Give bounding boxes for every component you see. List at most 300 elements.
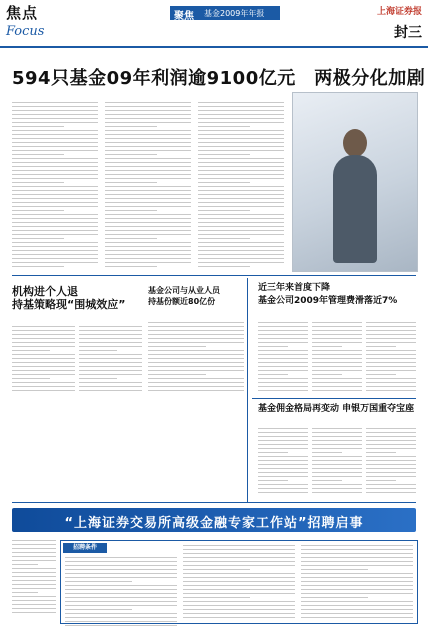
text-line-placeholder [198, 246, 284, 247]
text-line-placeholder [366, 476, 416, 477]
section-label: 焦点 [6, 4, 39, 22]
text-line-placeholder [79, 390, 142, 391]
text-line-placeholder [12, 540, 56, 541]
recruit-col-3 [301, 545, 413, 621]
text-line-placeholder [183, 585, 295, 586]
text-line-placeholder [12, 548, 56, 549]
text-line-placeholder [105, 110, 191, 111]
band-key: 聚焦 [174, 11, 194, 22]
text-line-placeholder [79, 338, 142, 339]
text-line-placeholder [65, 589, 177, 590]
text-line-placeholder [258, 358, 308, 359]
text-line-placeholder [105, 194, 191, 195]
text-line-placeholder [105, 130, 191, 131]
text-line-placeholder [301, 557, 413, 558]
text-line-placeholder [198, 122, 284, 123]
text-line-placeholder [198, 102, 284, 103]
text-line-placeholder [12, 584, 56, 585]
text-line-placeholder [183, 609, 295, 610]
text-line-placeholder [65, 621, 177, 622]
text-line-placeholder [183, 605, 295, 606]
text-line-placeholder [12, 210, 64, 211]
text-line-placeholder [366, 464, 416, 465]
text-line-placeholder [301, 617, 413, 618]
text-line-placeholder [12, 194, 98, 195]
text-line-placeholder [301, 569, 368, 570]
story-col-1 [258, 428, 308, 496]
text-line-placeholder [65, 625, 177, 626]
text-line-placeholder [312, 476, 362, 477]
text-line-placeholder [105, 102, 191, 103]
text-line-placeholder [12, 222, 98, 223]
text-line-placeholder [65, 609, 132, 610]
text-line-placeholder [105, 226, 191, 227]
text-line-placeholder [148, 374, 206, 375]
text-line-placeholder [198, 210, 250, 211]
text-line-placeholder [12, 568, 56, 569]
text-line-placeholder [105, 234, 191, 235]
text-line-placeholder [366, 488, 416, 489]
text-line-placeholder [258, 480, 288, 481]
text-line-placeholder [148, 330, 244, 331]
text-line-placeholder [366, 374, 396, 375]
text-line-placeholder [183, 545, 295, 546]
text-line-placeholder [366, 472, 416, 473]
text-line-placeholder [105, 238, 157, 239]
divider [252, 398, 416, 399]
text-line-placeholder [105, 126, 157, 127]
text-line-placeholder [12, 130, 98, 131]
text-line-placeholder [312, 436, 362, 437]
text-line-placeholder [198, 114, 284, 115]
text-line-placeholder [258, 432, 308, 433]
text-line-placeholder [105, 266, 157, 267]
text-line-placeholder [258, 346, 288, 347]
divider [247, 278, 248, 502]
text-line-placeholder [12, 382, 75, 383]
text-line-placeholder [105, 214, 191, 215]
text-line-placeholder [312, 488, 362, 489]
text-line-placeholder [198, 238, 250, 239]
text-line-placeholder [312, 480, 342, 481]
text-line-placeholder [105, 174, 191, 175]
text-line-placeholder [12, 126, 64, 127]
text-line-placeholder [12, 238, 64, 239]
story-col-1 [12, 326, 75, 394]
text-line-placeholder [148, 326, 244, 327]
text-line-placeholder [105, 230, 191, 231]
text-line-placeholder [258, 330, 308, 331]
text-line-placeholder [258, 448, 308, 449]
text-line-placeholder [12, 600, 56, 601]
text-line-placeholder [198, 110, 284, 111]
text-line-placeholder [312, 362, 362, 363]
text-line-placeholder [301, 605, 413, 606]
text-line-placeholder [183, 601, 295, 602]
text-line-placeholder [198, 190, 284, 191]
text-line-placeholder [79, 374, 142, 375]
text-line-placeholder [12, 330, 75, 331]
text-line-placeholder [198, 206, 284, 207]
text-line-placeholder [366, 382, 416, 383]
text-line-placeholder [105, 262, 191, 263]
text-line-placeholder [12, 266, 64, 267]
text-line-placeholder [79, 326, 142, 327]
text-line-placeholder [183, 613, 295, 614]
text-line-placeholder [312, 366, 362, 367]
text-line-placeholder [148, 366, 244, 367]
text-line-placeholder [366, 492, 416, 493]
text-line-placeholder [312, 492, 362, 493]
text-line-placeholder [12, 560, 56, 561]
text-line-placeholder [105, 258, 191, 259]
text-line-placeholder [12, 572, 56, 573]
story-col-3 [366, 428, 416, 496]
text-line-placeholder [198, 226, 284, 227]
text-line-placeholder [12, 134, 98, 135]
text-line-placeholder [366, 390, 416, 391]
text-line-placeholder [12, 178, 98, 179]
text-line-placeholder [105, 134, 191, 135]
text-line-placeholder [366, 358, 416, 359]
text-line-placeholder [148, 322, 244, 323]
text-line-placeholder [105, 242, 191, 243]
text-line-placeholder [366, 378, 416, 379]
text-line-placeholder [366, 484, 416, 485]
text-line-placeholder [312, 428, 362, 429]
text-line-placeholder [12, 564, 38, 565]
text-line-placeholder [12, 142, 98, 143]
text-line-placeholder [312, 440, 362, 441]
text-line-placeholder [258, 444, 308, 445]
text-line-placeholder [258, 378, 308, 379]
text-line-placeholder [12, 378, 50, 379]
text-line-placeholder [366, 456, 416, 457]
text-line-placeholder [105, 106, 191, 107]
text-line-placeholder [198, 130, 284, 131]
story-title: 机构进个人退 持基策略现“围城效应” [12, 285, 126, 311]
text-line-placeholder [258, 322, 308, 323]
text-line-placeholder [198, 214, 284, 215]
text-line-placeholder [198, 166, 284, 167]
text-line-placeholder [312, 334, 362, 335]
text-line-placeholder [105, 210, 157, 211]
text-line-placeholder [79, 378, 117, 379]
lead-col-1 [12, 102, 98, 270]
text-line-placeholder [12, 254, 98, 255]
story-title: 近三年来首度下降 基金公司2009年管理费滑落近7% [258, 283, 398, 306]
text-line-placeholder [79, 350, 117, 351]
text-line-placeholder [12, 162, 98, 163]
text-line-placeholder [198, 258, 284, 259]
text-line-placeholder [198, 174, 284, 175]
feature-label: 封三 [394, 25, 422, 41]
text-line-placeholder [366, 338, 416, 339]
text-line-placeholder [198, 234, 284, 235]
text-line-placeholder [105, 198, 191, 199]
text-line-placeholder [148, 386, 244, 387]
text-line-placeholder [198, 242, 284, 243]
text-line-placeholder [366, 362, 416, 363]
text-line-placeholder [12, 556, 56, 557]
text-line-placeholder [12, 110, 98, 111]
text-line-placeholder [198, 194, 284, 195]
text-line-placeholder [312, 448, 362, 449]
text-line-placeholder [258, 326, 308, 327]
text-line-placeholder [366, 428, 416, 429]
text-line-placeholder [148, 350, 244, 351]
text-line-placeholder [312, 342, 362, 343]
text-line-placeholder [312, 464, 362, 465]
text-line-placeholder [258, 370, 308, 371]
text-line-placeholder [65, 565, 177, 566]
text-line-placeholder [258, 374, 288, 375]
text-line-placeholder [12, 350, 50, 351]
text-line-placeholder [12, 182, 64, 183]
text-line-placeholder [65, 597, 177, 598]
text-line-placeholder [105, 206, 191, 207]
text-line-placeholder [258, 476, 308, 477]
text-line-placeholder [105, 146, 191, 147]
text-line-placeholder [258, 464, 308, 465]
text-line-placeholder [258, 484, 308, 485]
text-line-placeholder [312, 350, 362, 351]
text-line-placeholder [12, 576, 56, 577]
text-line-placeholder [105, 162, 191, 163]
text-line-placeholder [105, 202, 191, 203]
text-line-placeholder [366, 326, 416, 327]
text-line-placeholder [65, 585, 177, 586]
text-line-placeholder [65, 581, 132, 582]
text-line-placeholder [148, 354, 244, 355]
text-line-placeholder [183, 553, 295, 554]
text-line-placeholder [258, 334, 308, 335]
text-line-placeholder [148, 346, 206, 347]
recruitment-sidebar [12, 540, 56, 616]
text-line-placeholder [258, 428, 308, 429]
story-col-1 [258, 322, 308, 394]
text-line-placeholder [12, 114, 98, 115]
text-line-placeholder [12, 102, 98, 103]
text-line-placeholder [258, 382, 308, 383]
text-line-placeholder [12, 198, 98, 199]
photo-head-shape [343, 129, 367, 157]
text-line-placeholder [105, 246, 191, 247]
text-line-placeholder [105, 186, 191, 187]
text-line-placeholder [312, 484, 362, 485]
text-line-placeholder [258, 390, 308, 391]
text-line-placeholder [12, 370, 75, 371]
text-line-placeholder [12, 250, 98, 251]
text-line-placeholder [258, 440, 308, 441]
text-line-placeholder [12, 544, 56, 545]
text-line-placeholder [366, 346, 396, 347]
text-line-placeholder [198, 162, 284, 163]
text-line-placeholder [12, 170, 98, 171]
text-line-placeholder [12, 362, 75, 363]
text-line-placeholder [366, 480, 396, 481]
text-line-placeholder [105, 178, 191, 179]
text-line-placeholder [12, 386, 75, 387]
text-line-placeholder [148, 378, 244, 379]
story-col-3 [366, 322, 416, 394]
text-line-placeholder [148, 358, 244, 359]
main-headline: 594只基金09年利润逾9100亿元 两极分化加剧 [12, 68, 426, 89]
text-line-placeholder [301, 573, 413, 574]
text-line-placeholder [198, 198, 284, 199]
text-line-placeholder [183, 581, 295, 582]
text-line-placeholder [12, 342, 75, 343]
text-line-placeholder [258, 472, 308, 473]
person-photo [292, 92, 418, 272]
text-line-placeholder [12, 596, 56, 597]
text-line-placeholder [312, 456, 362, 457]
divider [12, 275, 416, 276]
text-line-placeholder [183, 573, 295, 574]
text-line-placeholder [105, 218, 191, 219]
text-line-placeholder [12, 354, 75, 355]
text-line-placeholder [183, 577, 295, 578]
text-line-placeholder [366, 468, 416, 469]
text-line-placeholder [183, 565, 295, 566]
text-line-placeholder [258, 488, 308, 489]
text-line-placeholder [183, 593, 295, 594]
text-line-placeholder [12, 118, 98, 119]
text-line-placeholder [12, 366, 75, 367]
text-line-placeholder [79, 386, 142, 387]
text-line-placeholder [301, 577, 413, 578]
text-line-placeholder [312, 378, 362, 379]
text-line-placeholder [198, 254, 284, 255]
text-line-placeholder [198, 158, 284, 159]
text-line-placeholder [198, 186, 284, 187]
text-line-placeholder [312, 382, 362, 383]
text-line-placeholder [65, 561, 177, 562]
lead-col-2 [105, 102, 191, 270]
text-line-placeholder [301, 593, 413, 594]
text-line-placeholder [301, 549, 413, 550]
text-line-placeholder [183, 589, 295, 590]
text-line-placeholder [366, 432, 416, 433]
text-line-placeholder [148, 362, 244, 363]
text-line-placeholder [366, 386, 416, 387]
text-line-placeholder [198, 134, 284, 135]
text-line-placeholder [258, 350, 308, 351]
text-line-placeholder [105, 158, 191, 159]
text-line-placeholder [366, 342, 416, 343]
text-line-placeholder [12, 166, 98, 167]
text-line-placeholder [301, 545, 413, 546]
text-line-placeholder [105, 114, 191, 115]
text-line-placeholder [198, 138, 284, 139]
text-line-placeholder [12, 150, 98, 151]
text-line-placeholder [183, 569, 250, 570]
text-line-placeholder [105, 118, 191, 119]
text-line-placeholder [366, 436, 416, 437]
text-line-placeholder [312, 322, 362, 323]
brand-name: 上海证券报 [376, 7, 422, 17]
text-line-placeholder [301, 553, 413, 554]
text-line-placeholder [301, 561, 413, 562]
text-line-placeholder [183, 549, 295, 550]
text-line-placeholder [258, 456, 308, 457]
text-line-placeholder [105, 182, 157, 183]
text-line-placeholder [148, 342, 244, 343]
text-line-placeholder [12, 138, 98, 139]
text-line-placeholder [12, 174, 98, 175]
text-line-placeholder [105, 190, 191, 191]
text-line-placeholder [65, 601, 177, 602]
story-col-2 [79, 326, 142, 394]
text-line-placeholder [366, 440, 416, 441]
text-line-placeholder [105, 150, 191, 151]
text-line-placeholder [12, 106, 98, 107]
story-col-2 [312, 322, 362, 394]
text-line-placeholder [12, 246, 98, 247]
text-line-placeholder [301, 585, 413, 586]
text-line-placeholder [79, 334, 142, 335]
text-line-placeholder [12, 226, 98, 227]
text-line-placeholder [12, 552, 56, 553]
masthead [0, 0, 428, 48]
text-line-placeholder [65, 617, 177, 618]
text-line-placeholder [183, 561, 295, 562]
text-line-placeholder [258, 362, 308, 363]
text-line-placeholder [258, 338, 308, 339]
text-line-placeholder [12, 146, 98, 147]
text-line-placeholder [366, 330, 416, 331]
text-line-placeholder [258, 452, 288, 453]
text-line-placeholder [198, 182, 250, 183]
text-line-placeholder [258, 366, 308, 367]
text-line-placeholder [258, 436, 308, 437]
text-line-placeholder [258, 354, 308, 355]
text-line-placeholder [79, 382, 142, 383]
text-line-placeholder [312, 444, 362, 445]
text-line-placeholder [12, 592, 38, 593]
text-line-placeholder [183, 617, 295, 618]
text-line-placeholder [258, 460, 308, 461]
text-line-placeholder [312, 370, 362, 371]
text-line-placeholder [12, 612, 56, 613]
text-line-placeholder [198, 146, 284, 147]
text-line-placeholder [312, 460, 362, 461]
text-line-placeholder [366, 350, 416, 351]
text-line-placeholder [198, 262, 284, 263]
section-band [170, 6, 280, 20]
text-line-placeholder [198, 266, 250, 267]
text-line-placeholder [12, 588, 56, 589]
text-line-placeholder [312, 390, 362, 391]
text-line-placeholder [258, 492, 308, 493]
text-line-placeholder [148, 390, 244, 391]
story-col-2 [312, 428, 362, 496]
text-line-placeholder [258, 342, 308, 343]
text-line-placeholder [105, 170, 191, 171]
text-line-placeholder [198, 178, 284, 179]
text-line-placeholder [183, 597, 250, 598]
text-line-placeholder [312, 358, 362, 359]
text-line-placeholder [12, 580, 56, 581]
lead-col-3 [198, 102, 284, 270]
text-line-placeholder [301, 613, 413, 614]
text-line-placeholder [12, 258, 98, 259]
text-line-placeholder [79, 342, 142, 343]
text-line-placeholder [105, 166, 191, 167]
text-line-placeholder [12, 186, 98, 187]
text-line-placeholder [301, 597, 368, 598]
text-line-placeholder [312, 374, 342, 375]
